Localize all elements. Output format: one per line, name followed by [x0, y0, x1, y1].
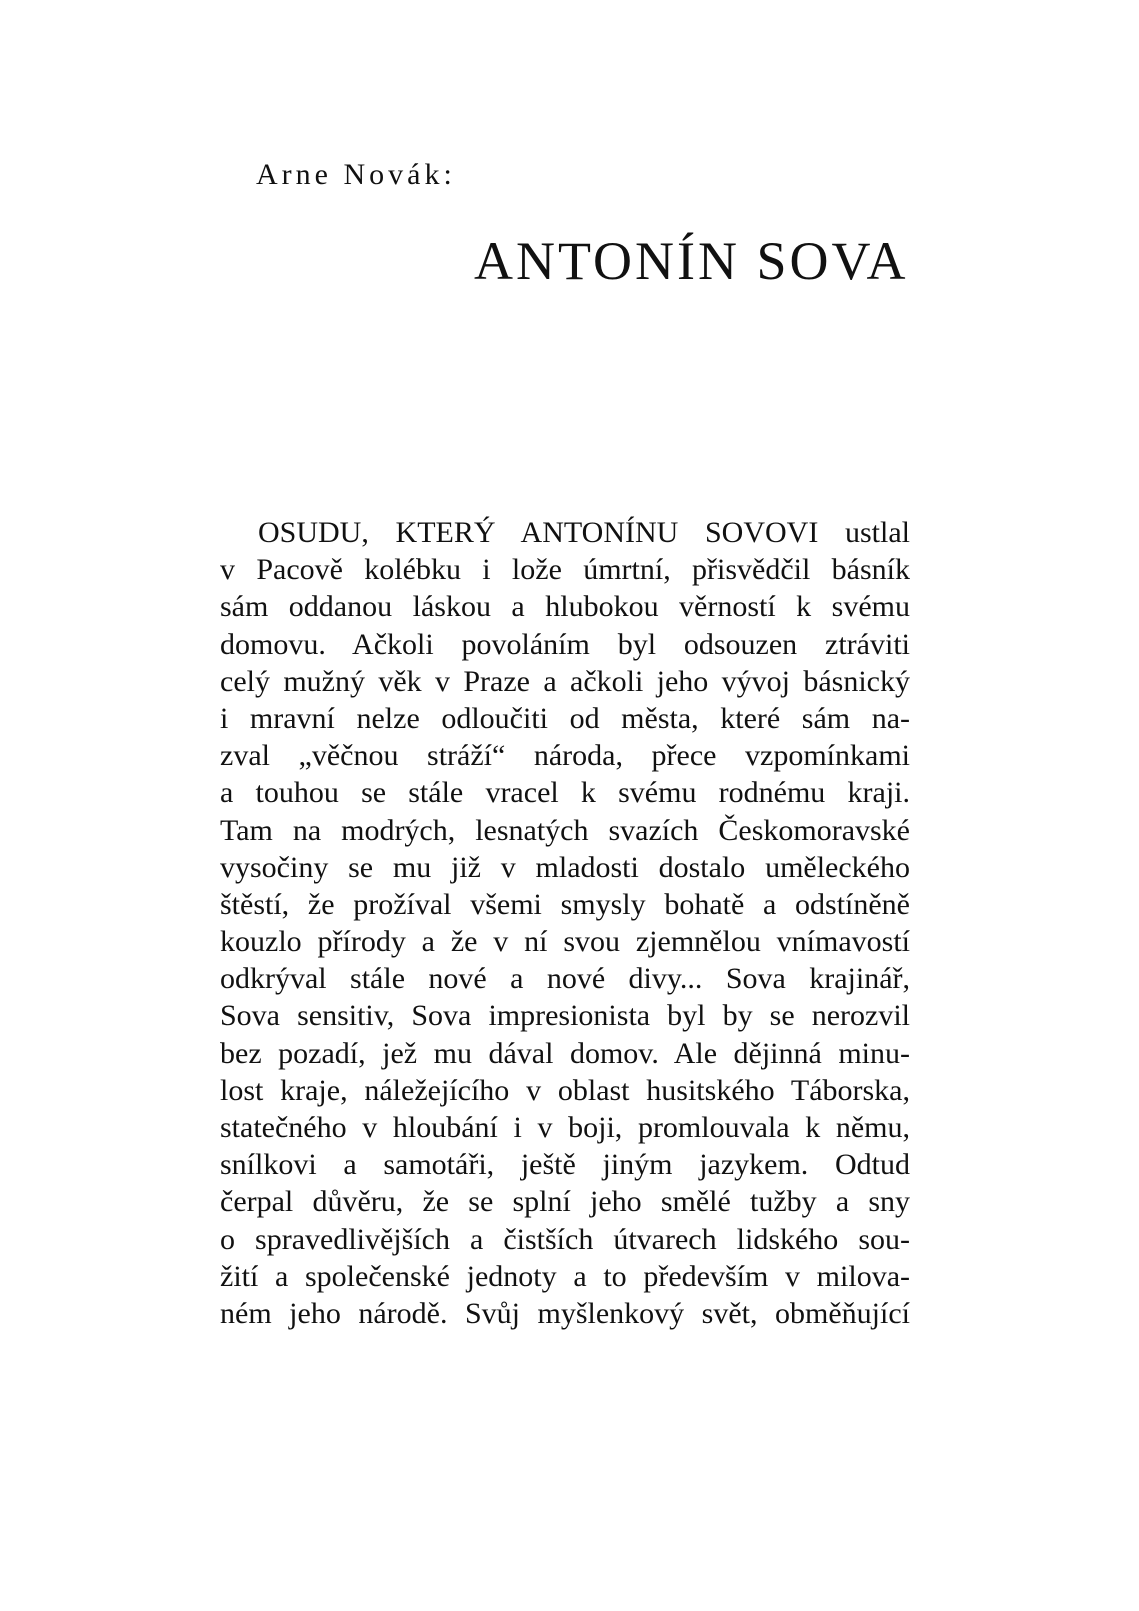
text-line: bez pozadí, jež mu dával domov. Ale dějinná minu-: [220, 1036, 910, 1070]
text-line: v Pacově kolébku i lože úmrtní, přisvědčil básník: [220, 553, 910, 587]
text-line: sám oddanou láskou a hlubokou věrností k svému: [220, 590, 910, 624]
text-line: statečného v hloubání i v boji, promlouvala k němu,: [220, 1111, 910, 1144]
text-line: lost kraje, náležejícího v oblast husitského Táborska,: [220, 1073, 910, 1107]
text-line: čerpal důvěru, že se splní jeho smělé tužby a sny: [220, 1185, 910, 1219]
text-line: Sova sensitiv, Sova impresionista byl by se nerozvil: [220, 999, 910, 1033]
text-line: a touhou se stále vracel k svému rodnému kraji.: [220, 776, 910, 810]
text-line: žití a společenské jednoty a to především v milova-: [220, 1259, 910, 1293]
author-name: Arne Novák:: [256, 158, 456, 191]
text-line: o spravedlivějších a čistších útvarech lidského sou-: [220, 1222, 910, 1256]
text-line: kouzlo přírody a že v ní svou zjemnělou vnímavostí: [220, 925, 910, 959]
text-line: ném jeho národě. Svůj myšlenkový svět, obměňující: [220, 1296, 910, 1330]
body-paragraph: [220, 514, 910, 1332]
text-line: snílkovi a samotáři, ještě jiným jazykem. Odtud: [220, 1148, 910, 1182]
text-line: celý mužný věk v Praze a ačkoli jeho vývoj básnický: [220, 664, 910, 698]
text-line: vysočiny se mu již v mladosti dostalo uměleckého: [220, 850, 910, 884]
text-line: odkrýval stále nové a nové divy... Sova krajinář,: [220, 962, 910, 996]
text-line: štěstí, že prožíval všemi smysly bohatě a odstíněně: [220, 887, 910, 921]
text-line: domovu. Ačkoli povoláním byl odsouzen ztráviti: [220, 627, 910, 661]
text-line: i mravní nelze odloučiti od města, které sám na-: [220, 701, 910, 735]
text-line: OSUDU, KTERÝ ANTONÍNU SOVOVI ustlal: [258, 516, 910, 549]
text-line: zval „věčnou stráží“ národa, přece vzpomínkami: [220, 739, 910, 773]
article-title: ANTONÍN SOVA: [474, 231, 909, 291]
text-line: Tam na modrých, lesnatých svazích Českomoravské: [220, 813, 910, 847]
